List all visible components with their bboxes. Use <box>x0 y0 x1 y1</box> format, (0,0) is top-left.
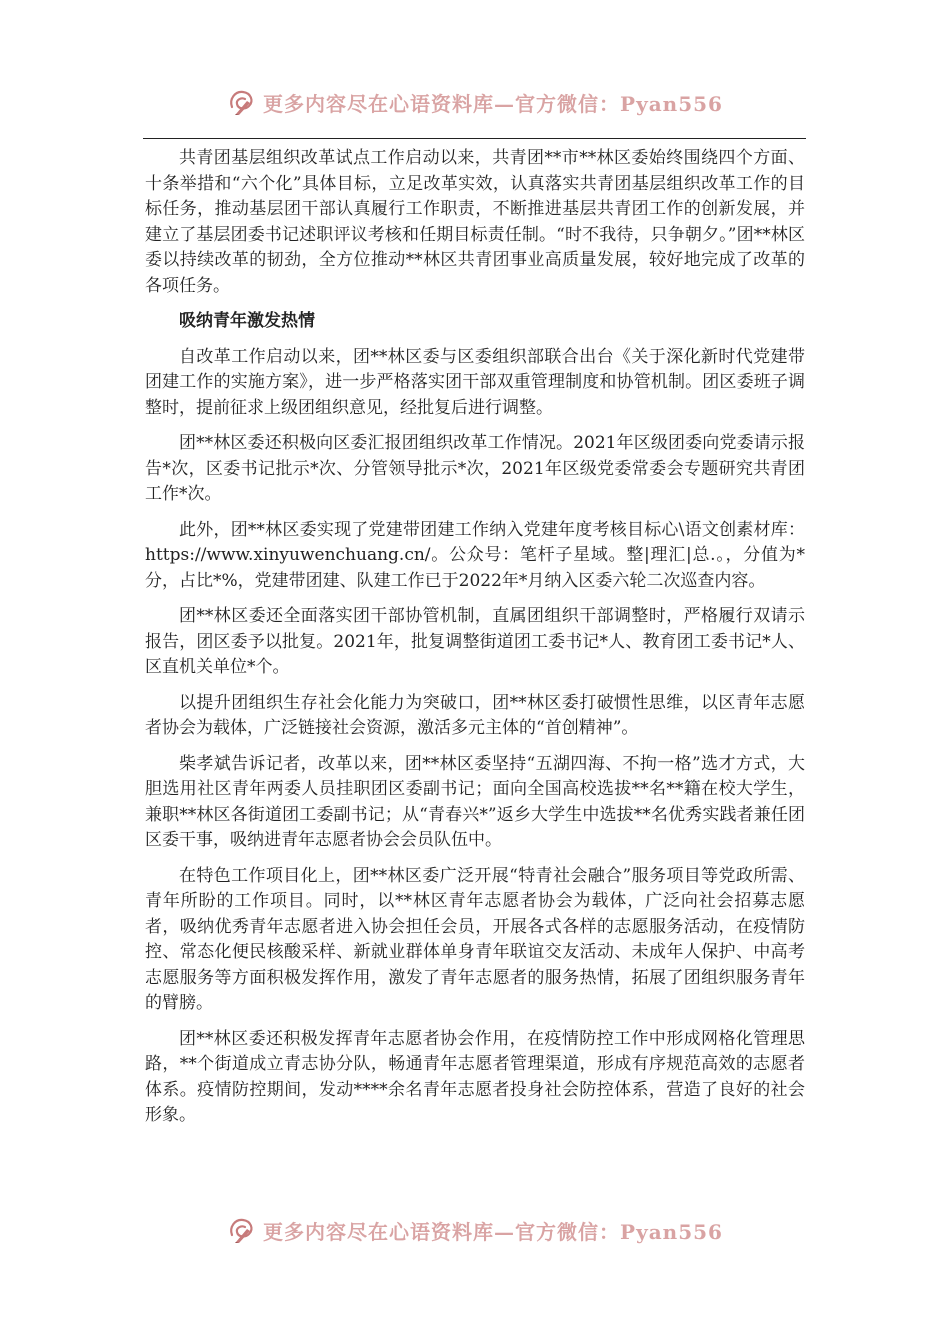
body-paragraph: 在特色工作项目化上，团**林区委广泛开展“特青社会融合”服务项目等党政所需、青年所盼的工作项目。同时，以**林区青年志愿者协会为载体，广泛向社会招募志愿者，吸纳优秀青年志愿者进入协会担任会员，开展各式各样的志愿服务活动，在疫情防控、常态化便民核酸采样、新就业群体单身青年联谊交友活动、未成年人保护、中高考志愿服务等方面积极发挥作用，激发了青年志愿者的服务热情，拓展了团组织服务青年的臂膀。 <box>145 865 805 1013</box>
pen-swirl-icon <box>227 87 257 117</box>
body-paragraph: 柴孝斌告诉记者，改革以来，团**林区委坚持“五湖四海、不拘一格”选才方式，大胆选用社区青年两委人员挂职团区委副书记；面向全国高校选拔**名**籍在校大学生，兼职**林区各街道团工委副书记；从“青春兴*”返乡大学生中选拔**名优秀实践者兼任团区委干事，吸纳进青年志愿者协会会员队伍中。 <box>145 753 805 850</box>
footer-banner-text: 更多内容尽在心语资料库—官方微信：Pyan556 <box>263 1219 723 1244</box>
body-paragraph: 团**林区委还全面落实团干部协管机制，直属团组织干部调整时，严格履行双请示报告，团区委予以批复。2021年，批复调整街道团工委书记*人、教育团工委书记*人、区直机关单位*个。 <box>145 606 805 677</box>
body-paragraph: 共青团基层组织改革试点工作启动以来，共青团**市**林区委始终围绕四个方面、十条举措和“六个化”具体目标，立足改革实效，认真落实共青团基层组织改革工作的目标任务，推动基层团干部认真履行工作职责，不断推进基层共青团工作的创新发展，并建立了基层团委书记述职评议考核和任期目标责任制。“时不我待，只争朝夕。”团**林区委以持续改革的韧劲，全方位推动**林区共青团事业高质量发展，较好地完成了改革的各项任务。 <box>145 148 805 296</box>
section-heading: 吸纳青年激发热情 <box>179 311 315 331</box>
body-paragraph: 此外，团**林区委实现了党建带团建工作纳入党建年度考核目标心\语文创素材库：https://www.xinyuwenchuang.cn/。公众号：笔杆子星域。整|理汇|总.。，分值为*分，占比*%，党建带团建、队建工作已于2022年*月纳入区委六轮二次巡查内容。 <box>145 519 805 591</box>
body-paragraph: 以提升团组织生存社会化能力为突破口，团**林区委打破惯性思维，以区青年志愿者协会为载体，广泛链接社会资源，激活多元主体的“首创精神”。 <box>145 692 805 738</box>
header-divider <box>143 138 806 139</box>
body-paragraph: 自改革工作启动以来，团**林区委与区委组织部联合出台《关于深化新时代党建带团建工作的实施方案》，进一步严格落实团干部双重管理制度和协管机制。团区委班子调整时，提前征求上级团组织意见，经批复后进行调整。 <box>145 346 805 418</box>
footer-banner <box>0 1210 950 1250</box>
body-paragraph: 团**林区委还积极向区委汇报团组织改革工作情况。2021年区级团委向党委请示报告*次，区委书记批示*次、分管领导批示*次，2021年区级党委常委会专题研究共青团工作*次。 <box>145 433 805 504</box>
document-body <box>145 146 805 1139</box>
pen-swirl-icon <box>227 1215 257 1245</box>
header-banner <box>0 82 950 122</box>
body-paragraph: 团**林区委还积极发挥青年志愿者协会作用，在疫情防控工作中形成网格化管理思路，**个街道成立青志协分队，畅通青年志愿者管理渠道，形成有序规范高效的志愿者体系。疫情防控期间，发动****余名青年志愿者投身社会防控体系，营造了良好的社会形象。 <box>145 1028 805 1125</box>
header-banner-text: 更多内容尽在心语资料库—官方微信：Pyan556 <box>263 91 723 116</box>
